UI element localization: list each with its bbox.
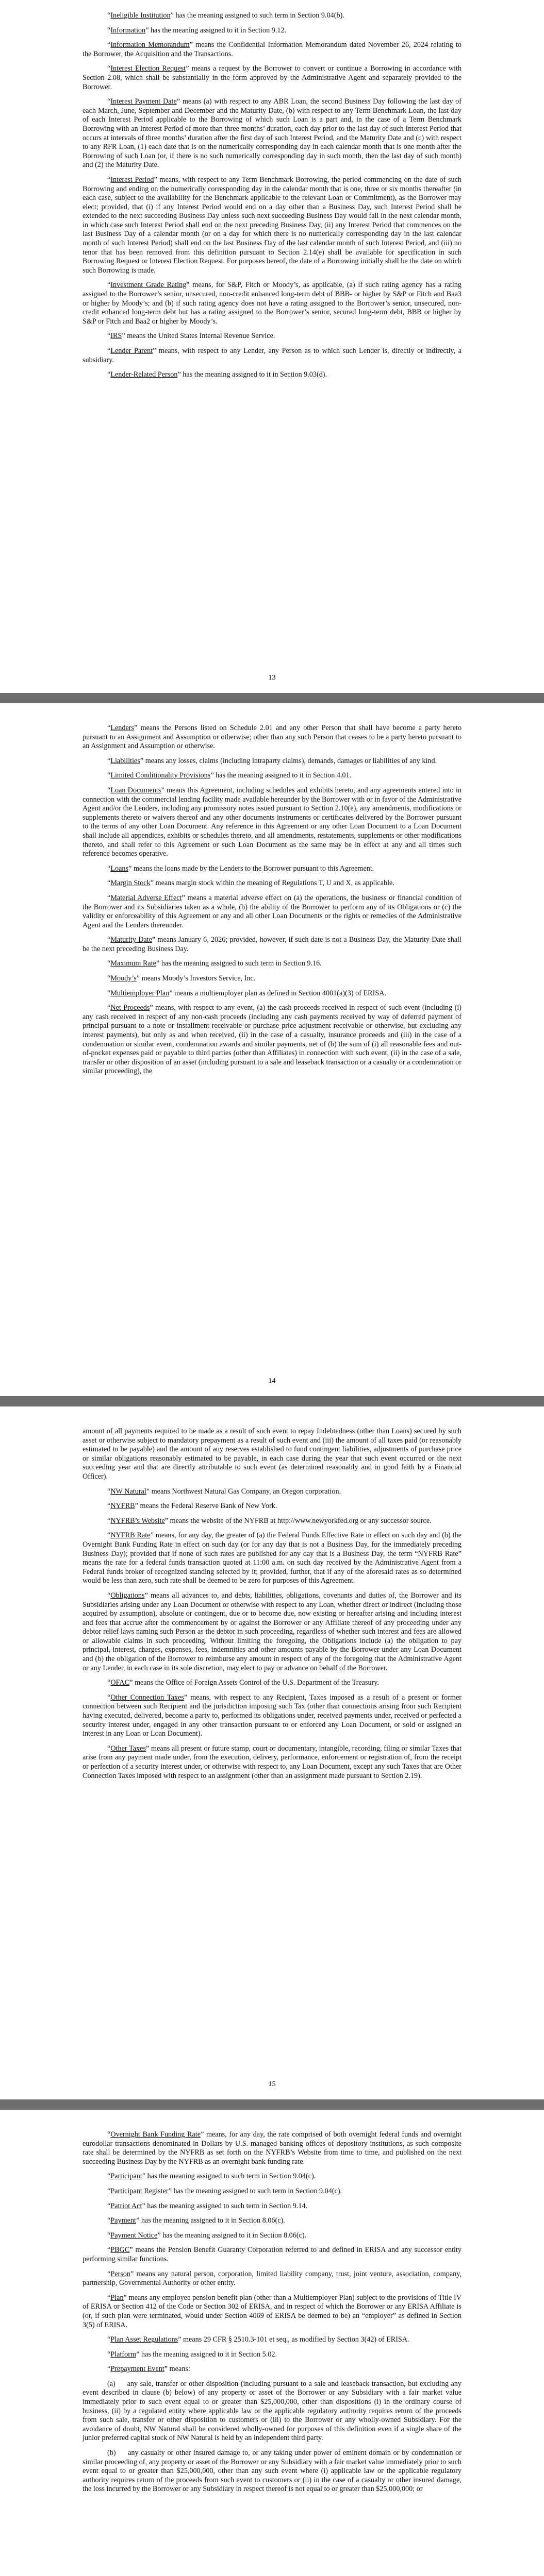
- defined-term: Ineligible Institution: [110, 11, 171, 20]
- definition-participant: “Participant” has the meaning assigned to such term in Section 9.04(c).: [107, 2172, 316, 2181]
- definition-text: means a multiemployer plan as defined in Section 4001(a)(3) of ERISA.: [172, 989, 387, 997]
- definition-net-proceeds: “Net Proceeds” means, with respect to any event, (a) the cash proceeds received in respect of such event (including (i) any cash received in respect of any non-cash proceeds (including any cash payments received by way of deferred payment of principal pursuant to a note or installment receivable or purchase price adjustment receivable or otherwise, but excluding any interest payments), but only as and when received, (ii) in the case of a casualty, insurance proceeds and (iii) in the case of a condemnation or similar event, condemnation awards and similar payments, net of (b) the sum of (i) all reasonable fees and out-of-pocket expenses paid or payable to third parties (other than Affiliates) in connection with such event, (ii) in the case of a sale, transfer or other disposition of an asset (including pursuant to a sale and leaseback transaction or a casualty or a condemnation or similar proceeding), the: [83, 1004, 461, 1076]
- definition-text: means, with respect to any Recipient, Taxes imposed as a result of a present or former connection between such Recipient and the jurisdiction imposing such Tax (other than connections arising from such Recipient having executed, delivered, become a party to, performed its obligations under, received payments under, received or perfected a security interest under, engaged in any other transaction pursuant to or enforced any Loan Document, or sold or assigned an interest in any Loan or Loan Document).: [83, 1693, 461, 1738]
- page-14-body: [0, 703, 544, 1396]
- defined-term: NYFRB’s Website: [110, 1516, 165, 1525]
- paragraph: [83, 1427, 461, 1482]
- defined-term: Overnight Bank Funding Rate: [110, 2130, 201, 2139]
- definition-information-memorandum: “Information Memorandum” means the Confidential Information Memorandum dated November 26, 2024 relating to the Borrower, the Acquisition and the Transactions.: [83, 41, 461, 58]
- defined-term: Maximum Rate: [110, 959, 156, 968]
- defined-term: Prepayment Event: [110, 2365, 164, 2374]
- defined-term: Participant: [110, 2172, 142, 2181]
- defined-term: Material Adverse Effect: [110, 893, 182, 902]
- defined-term: Payment: [110, 2216, 136, 2225]
- defined-term: Platform: [110, 2350, 136, 2359]
- page-13-body: [0, 0, 544, 693]
- definition-text: means the website of the NYFRB at http://www.newyorkfed.org or any successor source.: [168, 1516, 432, 1525]
- definition-interest-election-request: “Interest Election Request” means a request by the Borrower to convert or continue a Borrowing in accordance with Section 2.08, which shall be substantially in the form approved by the Administrative Agent and separately provided to the Borrower.: [83, 64, 461, 91]
- defined-term: Interest Payment Date: [110, 97, 177, 106]
- definition-maximum-rate: “Maximum Rate” has the meaning assigned to such term in Section 9.16.: [107, 959, 322, 968]
- defined-term: Information Memorandum: [110, 41, 190, 49]
- definition-text: has the meaning assigned to such term in Section 9.04(b).: [173, 11, 344, 20]
- definition-text: means the Federal Reserve Bank of New York.: [138, 1502, 277, 1511]
- defined-term: Person: [110, 2269, 130, 2278]
- definition-margin-stock: “Margin Stock” means margin stock within the meaning of Regulations T, U and X, as applicable.: [107, 879, 394, 888]
- page-number: 15: [268, 2080, 276, 2088]
- definition-text: means any natural person, corporation, limited liability company, trust, joint venture, association, company, partnership, Governmental Authority or other entity.: [83, 2269, 461, 2287]
- definition-overnight-bank-funding-rate: “Overnight Bank Funding Rate” means, for any day, the rate comprised of both overnight federal funds and overnight eurodollar transactions denominated in Dollars by U.S.-managed banking offices of depository institutions, as such composite rate shall be determined by the NYFRB as set forth on the NYFRB’s Website from time to time, and published on the next succeeding Business Day by the NYFRB as an overnight bank funding rate.: [83, 2130, 462, 2166]
- defined-term: Interest Election Request: [110, 64, 186, 73]
- defined-term: PBGC: [110, 2246, 130, 2255]
- definition-interest-period: “Interest Period” means, with respect to any Term Benchmark Borrowing, the period commencing on the date of such Borrowing and ending on the numerically corresponding day in the calendar month that is one, three or six months thereafter (in each case, subject to the availability for the Benchmark applicable to the relevant Loan or Commitment), as the Borrower may elect; provided, that (i) if any Interest Period would end on a day other than a Business Day, such Interest Period shall be extended to the next succeeding Business Day unless such next succeeding Business Day would fall in the next calendar month, in which case such Interest Period shall end on the next preceding Business Day, (ii) any Interest Period that commences on the last Business Day of a calendar month (or on a day for which there is no numerically corresponding day in the last calendar month of such Interest Period) shall end on the last Business Day of the last calendar month of such Interest Period, and (iii) no tenor that has been removed from this definition pursuant to Section 2.14(e) shall be available for specification in such Borrowing Request or Interest Election Request. For purposes hereof, the date of a Borrowing initially shall be the date on which such Borrowing is made.: [83, 175, 461, 275]
- page-13-paragraphs: [83, 11, 461, 380]
- defined-term: Multiemployer Plan: [110, 989, 170, 997]
- definition-pbgc: “PBGC” means the Pension Benefit Guaranty Corporation referred to and defined in ERISA and any successor entity performing similar functions.: [83, 2246, 461, 2263]
- definition-text: means Northwest Natural Gas Company, an Oregon corporation.: [150, 1487, 341, 1496]
- definition-lenders: “Lenders” means the Persons listed on Schedule 2.01 and any other Person that shall have become a party hereto pursuant to an Assignment and Assumption or otherwise; other than any such Person that ceases to be a party hereto pursuant to an Assignment and Assumption or otherwise.: [83, 724, 461, 751]
- definition-text: has the meaning assigned to it in Section 9.03(d).: [180, 370, 327, 379]
- definition-text: means the loans made by the Lenders to the Borrower pursuant to this Agreement.: [131, 864, 374, 873]
- definition-text: means the United States Internal Revenue Service.: [125, 332, 275, 341]
- paragraph: [83, 2380, 461, 2443]
- definition-text: has the meaning assigned to such term in Section 9.04(c).: [145, 2172, 316, 2181]
- defined-term: Plan Asset Regulations: [110, 2335, 178, 2344]
- definition-text: has the meaning assigned to such term in Section 9.04(c).: [171, 2187, 342, 2195]
- definition-patriot-act: “Patriot Act” has the meaning assigned to such term in Section 9.14.: [107, 2201, 308, 2210]
- definition-text: means the Pension Benefit Guaranty Corporation referred to and defined in ERISA and any successor entity performing similar functions.: [83, 2246, 461, 2263]
- defined-term: Loans: [110, 864, 128, 873]
- defined-term: Other Taxes: [110, 1744, 146, 1753]
- page-16-paragraphs: [83, 2130, 461, 2494]
- definition-payment: “Payment” has the meaning assigned to it in Section 8.06(c).: [107, 2216, 285, 2225]
- definition-text: means, with respect to any Lender, any Person as to which such Lender is, directly or indirectly, a subsidiary.: [83, 347, 461, 364]
- page-15-paragraphs: [83, 1427, 461, 1781]
- definition-obligations: “Obligations” means all advances to, and debts, liabilities, obligations, covenants and duties of, the Borrower and its Subsidiaries arising under any Loan Document or otherwise with respect to any Loan, whether direct or indirect (including those acquired by assumption), absolute or contingent, due or to become due, now existing or hereafter arising and including interest and fees that accrue after the commencement by or against the Borrower or any Affiliate thereof of any proceeding under any debtor relief laws naming such Person as the debtor in such proceeding, regardless of whether such interest and fees are allowed or allowable claims in such proceeding. Without limiting the foregoing, the Obligations include (a) the obligation to pay principal, interest, charges, expenses, fees, indemnities and other amounts payable by the Borrower under any Loan Document and (b) the obligation of the Borrower to reimburse any amount in respect of any of the foregoing that the Administrative Agent or any Lender, in each case in its sole discretion, may elect to pay or advance on behalf of the Borrower.: [83, 1591, 461, 1672]
- definition-text: means any employee pension benefit plan (other than a Multiemployer Plan) subject to the provisions of Title IV of ERISA or Section 412 of the Code or Section 302 of ERISA, and in respect of which the Borrower or any ERISA Affiliate is (or, if such plan were terminated, would under Section 4069 of ERISA be deemed to be) an “employer” as defined in Section 3(5) of ERISA.: [83, 2293, 461, 2329]
- defined-term: Moody’s: [110, 974, 137, 983]
- definition-payment-notice: “Payment Notice” has the meaning assigned to it in Section 8.06(c).: [107, 2231, 307, 2240]
- definition-text: means a material adverse effect on (a) the operations, the business or financial condition of the Borrower and its Subsidiaries taken as a whole, (b) the ability of the Borrower to perform any of its Obligations or (c) the validity or enforceability of this Agreement or any and all other Loan Documents or the rights or remedies of the Administrative Agent and the Lenders thereunder.: [83, 893, 461, 929]
- definition-text: means (a) with respect to any ABR Loan, the second Business Day following the last day of each March, June, September and December and the Maturity Date, (b) with respect to any Term Benchmark Loan, the last day of each Interest Period applicable to the Borrowing of which such Loan is a part and, in the case of a Term Benchmark Borrowing with an Interest Period of more than three months’ duration, each day prior to the last day of such Interest Period that occurs at intervals of three months’ duration after the first day of such Interest Period, and the Maturity Date and (c) with respect to any RFR Loan, (1) each date that is on the numerically corresponding day in each calendar month that is one month after the Borrowing of such Loan (or, if there is no such numerically corresponding day in such month, then the last day of such month) and (2) the Maturity Date.: [83, 97, 461, 170]
- definition-interest-payment-date: “Interest Payment Date” means (a) with respect to any ABR Loan, the second Business Day following the last day of each March, June, September and December and the Maturity Date, (b) with respect to any Term Benchmark Loan, the last day of each Interest Period applicable to the Borrowing of which such Loan is a part and, in the case of a Term Benchmark Borrowing with an Interest Period of more than three months’ duration, each day prior to the last day of such Interest Period that occurs at intervals of three months’ duration after the first day of such Interest Period, and the Maturity Date and (c) with respect to any RFR Loan, (1) each date that is on the numerically corresponding day in each calendar month that is one month after the Borrowing of such Loan (or, if there is no such numerically corresponding day in such month, then the last day of such month) and (2) the Maturity Date.: [83, 97, 461, 170]
- definition-text: means the Confidential Information Memorandum dated November 26, 2024 relating to the Borrower, the Acquisition and the Transactions.: [83, 41, 461, 58]
- definition-text: (a) any sale, transfer or other disposition (including pursuant to a sale and leaseback transaction, but excluding any event described in clause (b) below) of any property or asset of the Borrower or any Subsidiary with a fair market value immediately prior to such event equal to or greater than $25,000,000, other than dispositions (i) in the ordinary course of business, (ii) by a regulated entity where applicable law or the applicable regulatory authority requires return of the proceeds from such sale, transfer or other disposition to customers or (iii) to the Borrower or any wholly-owned Subsidiary. For the avoidance of doubt, NW Natural shall be considered wholly-owned for purposes of this definition even if a single share of the junior preferred capital stock of NW Natural is held by an independent third party.: [83, 2379, 461, 2443]
- defined-term: Net Proceeds: [110, 1004, 150, 1012]
- definition-text: means all advances to, and debts, liabilities, obligations, covenants and duties of, the Borrower and its Subsidiaries arising under any Loan Document or otherwise with respect to any Loan, whether direct or indirect (including those acquired by assumption), absolute or contingent, due or to become due, now existing or hereafter arising and including interest and fees that accrue after the commencement by or against the Borrower or any Affiliate thereof of any proceeding under any debtor relief laws naming such Person as the debtor in such proceeding, regardless of whether such interest and fees are allowed or allowable claims in such proceeding. Without limiting the foregoing, the Obligations include (a) the obligation to pay principal, interest, charges, expenses, fees, indemnities and other amounts payable by the Borrower under any Loan Document and (b) the obligation of the Borrower to reimburse any amount in respect of any of the foregoing that the Administrative Agent or any Lender, in each case in its sole discretion, may elect to pay or advance on behalf of the Borrower.: [83, 1591, 461, 1672]
- definition-other-connection-taxes: “Other Connection Taxes” means, with respect to any Recipient, Taxes imposed as a result of a present or former connection between such Recipient and the jurisdiction imposing such Tax (other than connections arising from such Recipient having executed, delivered, become a party to, performed its obligations under, received payments under, received or perfected a security interest under, engaged in any other transaction pursuant to or enforced any Loan Document, or sold or assigned an interest in any Loan or Loan Document).: [83, 1693, 461, 1738]
- definition-text: means, with respect to any Term Benchmark Borrowing, the period commencing on the date of such Borrowing and ending on the numerically corresponding day in the calendar month that is one, three or six months thereafter (in each case, subject to the availability for the Benchmark applicable to the relevant Loan or Commitment), as the Borrower may elect; provided, that (i) if any Interest Period would end on a day other than a Business Day, such Interest Period shall be extended to the next succeeding Business Day unless such next succeeding Business Day would fall in the next calendar month, in which case such Interest Period shall end on the next preceding Business Day, (ii) any Interest Period that commences on the last Business Day of a calendar month (or on a day for which there is no numerically corresponding day in the last calendar month of such Interest Period) shall end on the last Business Day of the last calendar month of such Interest Period, and (iii) no tenor that has been removed from this definition pursuant to Section 2.14(e) shall be available for specification in such Borrowing Request or Interest Election Request. For purposes hereof, the date of a Borrowing initially shall be the date on which such Borrowing is made.: [83, 175, 461, 275]
- definition-text: has the meaning assigned to it in Section 8.06(c).: [160, 2231, 307, 2240]
- definition-loans: “Loans” means the loans made by the Lenders to the Borrower pursuant to this Agreement.: [107, 864, 374, 873]
- defined-term: Plan: [110, 2293, 124, 2302]
- definition-ineligible-institution: “Ineligible Institution” has the meaning assigned to such term in Section 9.04(b).: [107, 11, 344, 20]
- definition-nyfrb-rate: “NYFRB Rate” means, for any day, the greater of (a) the Federal Funds Effective Rate in effect on such day and (b) the Overnight Bank Funding Rate in effect on such day (or for any day that is not a Business Day, for the immediately preceding Business Day); provided that if none of such rates are published for any day that is a Business Day, the term “NYFRB Rate” means the rate for a federal funds transaction quoted at 11:00 a.m. on such day received by the Administrative Agent from a Federal funds broker of recognized standing selected by it; provided, further, that if any of the aforesaid rates as so determined would be less than zero, such rate shall be deemed to be zero for purposes of this Agreement.: [83, 1531, 462, 1585]
- definition-text: (b) any casualty or other insured damage to, or any taking under power of eminent domain or by condemnation or similar proceeding of, any property or asset of the Borrower or any Subsidiary with a fair market value immediately prior to such event equal to or greater than $25,000,000, other than any such event where (i) applicable law or the applicable regulatory authority requires return of the proceeds from such event to customers or (ii) in the case of a casualty or other insured damage, the loss incurred by the Borrower or any Subsidiary in respect thereof is not equal to or greater than $25,000,000; or: [83, 2449, 461, 2494]
- defined-term: Lenders: [110, 724, 135, 732]
- definition-ofac: “OFAC” means the Office of Foreign Assets Control of the U.S. Department of the Treasury.: [107, 1679, 379, 1687]
- definition-person: “Person” means any natural person, corporation, limited liability company, trust, joint venture, association, company, partnership, Governmental Authority or other entity.: [83, 2269, 461, 2287]
- defined-term: Investment Grade Rating: [110, 281, 187, 290]
- definition-text: has the meaning assigned to it in Section 9.12.: [149, 26, 287, 35]
- page-number: 14: [268, 1377, 276, 1385]
- definition-plan: “Plan” means any employee pension benefit plan (other than a Multiemployer Plan) subject to the provisions of Title IV of ERISA or Section 412 of the Code or Section 302 of ERISA, and in respect of which the Borrower or any ERISA Affiliate is (or, if such plan were terminated, would under Section 4069 of ERISA be deemed to be) an “employer” as defined in Section 3(5) of ERISA.: [83, 2293, 461, 2329]
- definition-text: means, for any day, the greater of (a) the Federal Funds Effective Rate in effect on such day and (b) the Overnight Bank Funding Rate in effect on such day (or for any day that is not a Business Day, for the immediately preceding Business Day); provided that if none of such rates are published for any day that is a Business Day, the term “NYFRB Rate” means the rate for a federal funds transaction quoted at 11:00 a.m. on such day received by the Administrative Agent from a Federal funds broker of recognized standing selected by it; provided, further, that if any of the aforesaid rates as so determined would be less than zero, such rate shall be deemed to be zero for purposes of this Agreement.: [83, 1531, 462, 1585]
- definition-text: has the meaning assigned to it in Section 4.01.: [213, 771, 352, 780]
- paragraph: [83, 2449, 461, 2494]
- definition-text: means Moody’s Investors Service, Inc.: [140, 974, 256, 983]
- page-16-body: [0, 2110, 544, 2576]
- definition-text: means all present or future stamp, court or documentary, intangible, recording, filing or similar Taxes that arise from any payment made under, from the execution, delivery, performance, enforcement or registration of, from the receipt or perfection of a security interest under, or otherwise with respect to, any Loan Document, except any such Taxes that are Other Connection Taxes imposed with respect to an assignment (other than an assignment made pursuant to Section 2.19).: [83, 1744, 461, 1780]
- defined-term: Margin Stock: [110, 879, 151, 888]
- definition-text: means, for S&P, Fitch or Moody’s, as applicable, (a) if such rating agency has a rating assigned to the Borrower’s senior, unsecured, non-credit enhanced long-term debt of BBB- or higher by S&P or Fitch and Baa3 or higher by Moody’s; and (b) if such rating agency does not have a rating assigned to the Borrower’s senior, unsecured, non-credit enhanced long-term debt but has a rating assigned to the Borrower’s senior, secured long-term debt, BBB or higher by S&P or Fitch and Baa2 or higher by Moody’s.: [83, 281, 461, 326]
- definition-other-taxes: “Other Taxes” means all present or future stamp, court or documentary, intangible, recording, filing or similar Taxes that arise from any payment made under, from the execution, delivery, performance, enforcement or registration of, from the receipt or perfection of a security interest under, or otherwise with respect to, any Loan Document, except any such Taxes that are Other Connection Taxes imposed with respect to an assignment (other than an assignment made pursuant to Section 2.19).: [83, 1744, 461, 1780]
- defined-term: Participant Register: [110, 2187, 169, 2195]
- definition-text: means margin stock within the meaning of Regulations T, U and X, as applicable.: [154, 879, 394, 888]
- definition-information: “Information” has the meaning assigned to it in Section 9.12.: [107, 26, 287, 35]
- page-15-body: [0, 1406, 544, 2099]
- page-14-paragraphs: [83, 724, 461, 1076]
- defined-term: Lender-Related Person: [110, 370, 178, 379]
- definition-platform: “Platform” has the meaning assigned to it in Section 5.02.: [107, 2350, 277, 2359]
- defined-term: Information: [110, 26, 146, 35]
- definition-text: means:: [168, 2365, 190, 2374]
- definition-text: means, for any day, the rate comprised of both overnight federal funds and overnight eurodollar transactions denominated in Dollars by U.S.-managed banking offices of depository institutions, as such composite rate shall be determined by the NYFRB as set forth on the NYFRB’s Website from time to time, and published on the next succeeding Business Day by the NYFRB as an overnight bank funding rate.: [83, 2130, 462, 2166]
- definition-text: means a request by the Borrower to convert or continue a Borrowing in accordance with Section 2.08, which shall be substantially in the form approved by the Administrative Agent and separately provided to the Borrower.: [83, 64, 461, 91]
- definition-nw-natural: “NW Natural” means Northwest Natural Gas Company, an Oregon corporation.: [107, 1487, 341, 1496]
- defined-term: Maturity Date: [110, 936, 152, 944]
- definition-nyfrb: “NYFRB” means the Federal Reserve Bank of New York.: [107, 1502, 277, 1511]
- definition-material-adverse-effect: “Material Adverse Effect” means a material adverse effect on (a) the operations, the business or financial condition of the Borrower and its Subsidiaries taken as a whole, (b) the ability of the Borrower to perform any of its Obligations or (c) the validity or enforceability of this Agreement or any and all other Loan Documents or the rights or remedies of the Administrative Agent and the Lenders thereunder.: [83, 893, 461, 929]
- defined-term: Obligations: [110, 1591, 145, 1600]
- definition-prepayment-event: “Prepayment Event” means:: [107, 2365, 190, 2374]
- definition-plan-asset-regulations: “Plan Asset Regulations” means 29 CFR § 2510.3-101 et seq., as modified by Section 3(42) of ERISA.: [107, 2335, 409, 2344]
- definition-text: has the meaning assigned to it in Section 8.06(c).: [139, 2216, 285, 2225]
- definition-maturity-date: “Maturity Date” means January 6, 2026; provided, however, if such date is not a Business Day, the Maturity Date shall be the next preceding Business Day.: [83, 936, 461, 953]
- definition-text: amount of all payments required to be made as a result of such event to repay Indebtedness (other than Loans) secured by such asset or otherwise subject to mandatory prepayment as a result of such event and (iii) the amount of all taxes paid (or reasonably estimated to be payable) and the amount of any reserves established to fund contingent liabilities, adjustments of purchase price or similar obligations reasonably estimated to be payable, in each case during the year that such event occurred or the next succeeding year and that are directly attributable to such event (as determined reasonably and in good faith by a Financial Officer).: [83, 1427, 461, 1481]
- defined-term: Loan Documents: [110, 786, 161, 794]
- defined-term: Payment Notice: [110, 2231, 158, 2240]
- defined-term: Other Connection Taxes: [110, 1693, 184, 1702]
- definition-text: means this Agreement, including schedules and exhibits hereto, and any agreements entered into in connection with the commercial lending facility made available hereunder by the Borrower with or in favor of the Administrative Agent and/or the Lenders, including any promissory notes issued pursuant to Section 2.10(e), any amendments, modifications or supplements thereto or waivers thereof and any other documents instruments or certificates delivered by the Borrower pursuant to the terms of any other Loan Document. Any reference in this Agreement or any other Loan Document to a Loan Document shall include all appendices, exhibits or schedules thereto, and all amendments, restatements, supplements or other modifications thereto, and shall refer to this Agreement or such Loan Document as the same may be in effect at any and all times such reference becomes operative.: [83, 786, 461, 858]
- definition-lender-parent: “Lender Parent” means, with respect to any Lender, any Person as to which such Lender is, directly or indirectly, a subsidiary.: [83, 347, 461, 364]
- defined-term: NW Natural: [110, 1487, 146, 1496]
- definition-multiemployer-plan: “Multiemployer Plan” means a multiemployer plan as defined in Section 4001(a)(3) of ERISA.: [107, 989, 387, 997]
- defined-term: Patriot Act: [110, 2201, 142, 2210]
- definition-text: has the meaning assigned to such term in Section 9.14.: [145, 2201, 308, 2210]
- definition-moody-s: “Moody’s” means Moody’s Investors Service, Inc.: [107, 974, 256, 983]
- defined-term: OFAC: [110, 1679, 130, 1687]
- definition-text: has the meaning assigned to it in Section 5.02.: [139, 2350, 277, 2359]
- definition-participant-register: “Participant Register” has the meaning assigned to such term in Section 9.04(c).: [107, 2187, 342, 2195]
- definition-loan-documents: “Loan Documents” means this Agreement, including schedules and exhibits hereto, and any agreements entered into in connection with the commercial lending facility made available hereunder by the Borrower with or in favor of the Administrative Agent and/or the Lenders, including any promissory notes issued pursuant to Section 2.10(e), any amendments, modifications or supplements thereto or waivers thereof and any other documents instruments or certificates delivered by the Borrower pursuant to the terms of any other Loan Document. Any reference in this Agreement or any other Loan Document to a Loan Document shall include all appendices, exhibits or schedules thereto, and all amendments, restatements, supplements or other modifications thereto, and shall refer to this Agreement or such Loan Document as the same may be in effect at any and all times such reference becomes operative.: [83, 786, 461, 858]
- defined-term: NYFRB Rate: [110, 1531, 151, 1540]
- definition-investment-grade-rating: “Investment Grade Rating” means, for S&P, Fitch or Moody’s, as applicable, (a) if such rating agency has a rating assigned to the Borrower’s senior, unsecured, non-credit enhanced long-term debt of BBB- or higher by S&P or Fitch and Baa3 or higher by Moody’s; and (b) if such rating agency does not have a rating assigned to the Borrower’s senior, unsecured, non-credit enhanced long-term debt but has a rating assigned to the Borrower’s senior, secured long-term debt, BBB or higher by S&P or Fitch and Baa2 or higher by Moody’s.: [83, 281, 461, 326]
- definition-limited-conditionality-provisions: “Limited Conditionality Provisions” has the meaning assigned to it in Section 4.01.: [107, 771, 352, 780]
- defined-term: Lender Parent: [110, 347, 153, 355]
- defined-term: IRS: [110, 332, 122, 341]
- definition-nyfrb-s-website: “NYFRB’s Website” means the website of the NYFRB at http://www.newyorkfed.org or any successor source.: [107, 1516, 432, 1525]
- defined-term: Limited Conditionality Provisions: [110, 771, 211, 780]
- definition-liabilities: “Liabilities” means any losses, claims (including intraparty claims), demands, damages or liabilities of any kind.: [107, 756, 437, 765]
- defined-term: NYFRB: [110, 1502, 135, 1511]
- defined-term: Liabilities: [110, 756, 140, 765]
- definition-lender-related-person: “Lender-Related Person” has the meaning assigned to it in Section 9.03(d).: [107, 370, 327, 379]
- definition-text: means the Office of Foreign Assets Control of the U.S. Department of the Treasury.: [133, 1679, 379, 1687]
- definition-text: has the meaning assigned to such term in Section 9.16.: [159, 959, 322, 968]
- definition-text: means, with respect to any event, (a) the cash proceeds received in respect of such event (including (i) any cash received in respect of any non-cash proceeds (including any cash payments received by way of deferred payment of principal pursuant to a note or installment receivable or purchase price adjustment receivable or otherwise, but excluding any interest payments), but only as and when received, (ii) in the case of a casualty, insurance proceeds and (iii) in the case of a condemnation or similar event, condemnation awards and similar payments, net of (b) the sum of (i) all reasonable fees and out-of-pocket expenses paid or payable to third parties (other than Affiliates) in connection with such event, (ii) in the case of a sale, transfer or other disposition of an asset (including pursuant to a sale and leaseback transaction or a casualty or a condemnation or similar proceeding), the: [83, 1004, 461, 1076]
- defined-term: Interest Period: [110, 175, 154, 184]
- definition-text: means January 6, 2026; provided, however, if such date is not a Business Day, the Maturity Date shall be the next preceding Business Day.: [83, 936, 461, 953]
- definition-text: means 29 CFR § 2510.3-101 et seq., as modified by Section 3(42) of ERISA.: [181, 2335, 409, 2344]
- page-number: 13: [268, 674, 276, 682]
- definition-text: means the Persons listed on Schedule 2.01 and any other Person that shall have become a party hereto pursuant to an Assignment and Assumption or otherwise; other than any such Person that ceases to be a party hereto pursuant to an Assignment and Assumption or otherwise.: [83, 724, 461, 751]
- definition-irs: “IRS” means the United States Internal Revenue Service.: [107, 332, 275, 341]
- definition-text: means any losses, claims (including intraparty claims), demands, damages or liabilities of any kind.: [143, 756, 437, 765]
